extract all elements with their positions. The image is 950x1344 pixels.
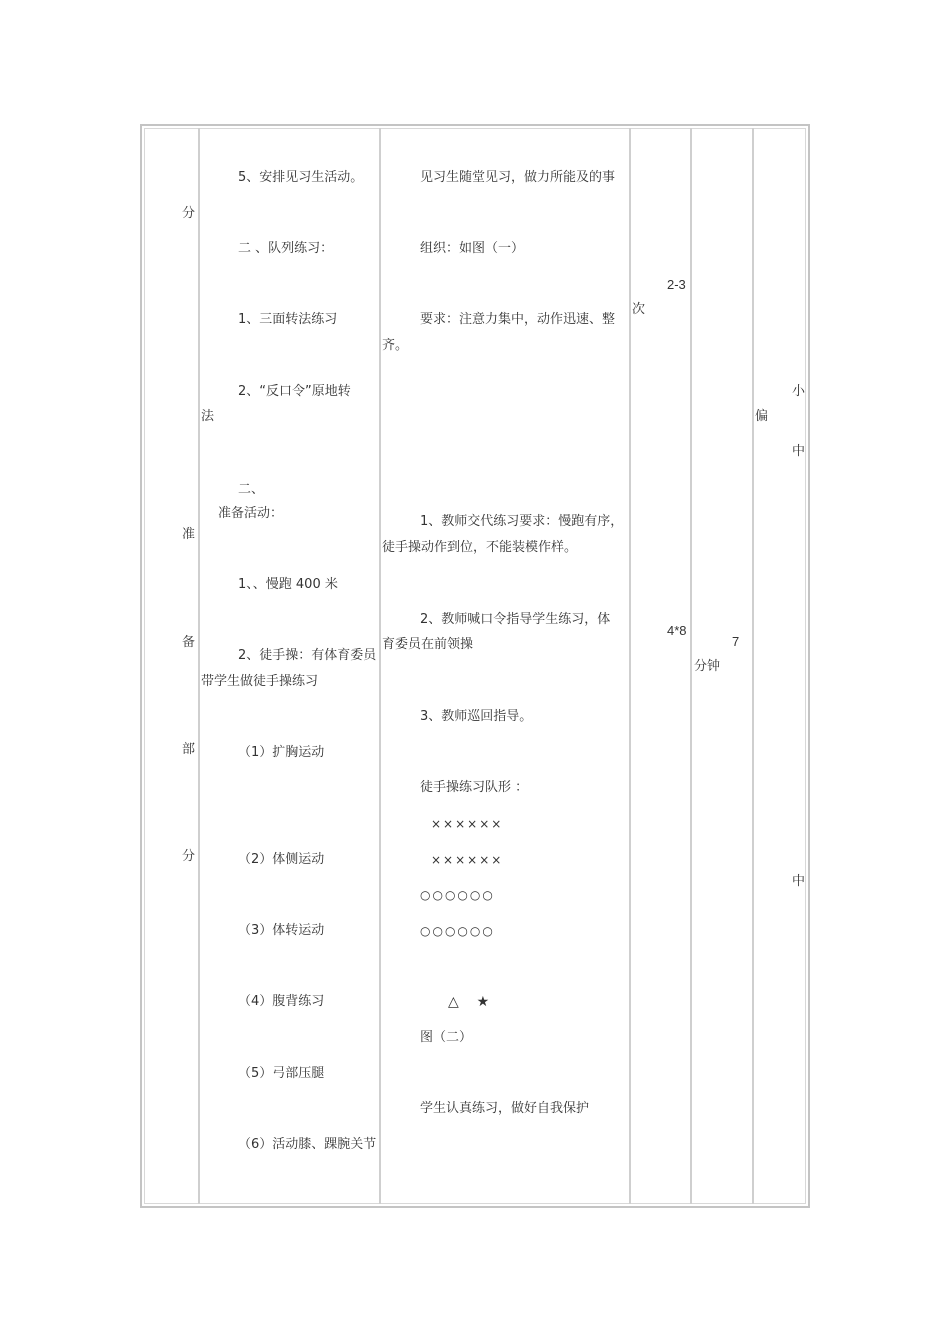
column-divider xyxy=(629,128,631,1204)
content-line: 带学生做徒手操练习 xyxy=(201,674,319,689)
formation-row: ×××××× xyxy=(431,853,504,867)
method-line: 徒手操动作到位，不能装模作样。 xyxy=(382,540,578,555)
method-line: 要求：注意力集中，动作迅速、整 xyxy=(420,312,616,327)
intensity-label: 偏 xyxy=(755,409,769,424)
content-line: （1）扩胸运动 xyxy=(238,745,325,760)
content-line: 1、三面转法练习 xyxy=(238,312,338,327)
content-line: 2、“反口令”原地转 xyxy=(238,384,351,399)
intensity-label: 中 xyxy=(792,874,806,889)
column-divider xyxy=(752,128,754,1204)
content-line: 5、安排见习生活动。 xyxy=(238,170,364,185)
content-line: （2）体侧运动 xyxy=(238,852,325,867)
repetition-count: 2-3 xyxy=(667,277,686,292)
intensity-label: 中 xyxy=(792,444,806,459)
repetition-unit: 次 xyxy=(632,302,646,317)
content-line: 1、、慢跑 400 米 xyxy=(238,577,338,592)
method-line: 1、教师交代练习要求：慢跑有序， xyxy=(420,514,624,529)
column-divider xyxy=(379,128,381,1204)
figure-caption: 图（二） xyxy=(420,1030,473,1045)
duration-unit: 分钟 xyxy=(694,659,721,674)
formation-row: ○○○○○○ xyxy=(420,888,495,902)
teacher-position-symbols: △ ★ xyxy=(448,994,490,1010)
column-divider xyxy=(690,128,692,1204)
content-line: （5）弓部压腿 xyxy=(238,1066,325,1081)
method-line: 3、教师巡回指导。 xyxy=(420,709,533,724)
repetition-count: 4*8 xyxy=(667,623,687,638)
duration-value: 7 xyxy=(732,634,740,649)
section-label-char: 备 xyxy=(182,635,196,650)
section-label-char: 部 xyxy=(182,742,196,757)
method-line: 2、教师喊口令指导学生练习，体 xyxy=(420,612,611,627)
content-line: （6）活动膝、踝腕关节 xyxy=(238,1137,377,1152)
method-line: 见习生随堂见习，做力所能及的事 xyxy=(420,170,616,185)
content-line: 准备活动： xyxy=(218,506,284,521)
method-line: 学生认真练习，做好自我保护 xyxy=(420,1101,590,1116)
formation-row: ×××××× xyxy=(431,817,504,831)
content-line: （3）体转运动 xyxy=(238,923,325,938)
intensity-label: 小 xyxy=(792,384,806,399)
content-line: 二 、队列练习： xyxy=(238,241,334,256)
method-line: 组织：如图（一） xyxy=(420,241,525,256)
method-line: 齐。 xyxy=(382,338,409,353)
section-label-char: 分 xyxy=(182,206,196,221)
method-line: 徒手操练习队形 ： xyxy=(420,780,529,795)
content-line: 法 xyxy=(201,409,215,424)
section-label-char: 分 xyxy=(182,849,196,864)
formation-row: ○○○○○○ xyxy=(420,924,495,938)
content-line: 二、 xyxy=(238,482,265,497)
content-line: （4）腹背练习 xyxy=(238,994,325,1009)
column-divider xyxy=(198,128,200,1204)
content-line: 2、徒手操：有体育委员 xyxy=(238,648,377,663)
method-line: 育委员在前领操 xyxy=(382,637,474,652)
section-label-char: 准 xyxy=(182,527,196,542)
